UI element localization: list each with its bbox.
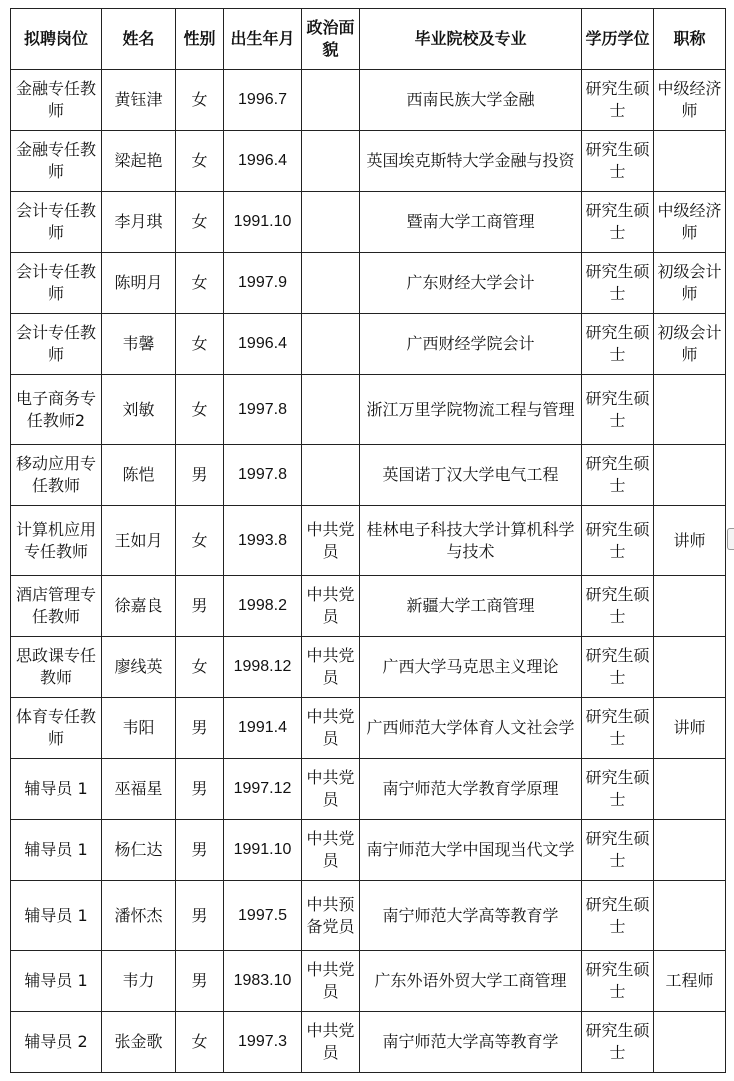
cell-political — [302, 314, 360, 375]
cell-gender: 男 — [176, 576, 224, 637]
header-degree: 学历学位 — [582, 9, 654, 70]
cell-political: 中共党员 — [302, 820, 360, 881]
header-name: 姓名 — [102, 9, 176, 70]
cell-school: 西南民族大学金融 — [360, 70, 582, 131]
cell-school: 桂林电子科技大学计算机科学与技术 — [360, 506, 582, 576]
header-position: 拟聘岗位 — [11, 9, 102, 70]
cell-title — [654, 576, 726, 637]
cell-school: 英国诺丁汉大学电气工程 — [360, 445, 582, 506]
header-school: 毕业院校及专业 — [360, 9, 582, 70]
cell-gender: 女 — [176, 253, 224, 314]
cell-school: 广西师范大学体育人文社会学 — [360, 698, 582, 759]
cell-political: 中共党员 — [302, 506, 360, 576]
cell-political: 中共党员 — [302, 759, 360, 820]
cell-name: 徐嘉良 — [102, 576, 176, 637]
cell-position: 辅导员 1 — [11, 951, 102, 1012]
cell-school: 广西财经学院会计 — [360, 314, 582, 375]
cell-gender: 女 — [176, 70, 224, 131]
cell-political: 中共党员 — [302, 576, 360, 637]
cell-birth: 1996.4 — [224, 131, 302, 192]
table-row — [11, 698, 726, 759]
cell-position: 会计专任教师 — [11, 253, 102, 314]
cell-position: 金融专任教师 — [11, 70, 102, 131]
cell-position: 会计专任教师 — [11, 314, 102, 375]
cell-degree: 研究生硕士 — [582, 698, 654, 759]
cell-name: 杨仁达 — [102, 820, 176, 881]
cell-degree: 研究生硕士 — [582, 375, 654, 445]
cell-degree: 研究生硕士 — [582, 576, 654, 637]
cell-birth: 1997.5 — [224, 881, 302, 951]
cell-degree: 研究生硕士 — [582, 820, 654, 881]
cell-school: 新疆大学工商管理 — [360, 576, 582, 637]
cell-school: 广东外语外贸大学工商管理 — [360, 951, 582, 1012]
cell-gender: 男 — [176, 698, 224, 759]
cell-title — [654, 445, 726, 506]
cell-political — [302, 70, 360, 131]
cell-title — [654, 375, 726, 445]
cell-birth: 1997.8 — [224, 445, 302, 506]
cell-birth: 1991.4 — [224, 698, 302, 759]
cell-title: 中级经济师 — [654, 192, 726, 253]
cell-gender: 男 — [176, 951, 224, 1012]
cell-name: 陈恺 — [102, 445, 176, 506]
cell-degree: 研究生硕士 — [582, 314, 654, 375]
cell-position: 金融专任教师 — [11, 131, 102, 192]
cell-position: 电子商务专任教师2 — [11, 375, 102, 445]
cell-school: 英国埃克斯特大学金融与投资 — [360, 131, 582, 192]
cell-political — [302, 375, 360, 445]
cell-birth: 1991.10 — [224, 820, 302, 881]
cell-school: 南宁师范大学高等教育学 — [360, 1012, 582, 1073]
cell-gender: 女 — [176, 637, 224, 698]
cell-birth: 1997.3 — [224, 1012, 302, 1073]
header-title: 职称 — [654, 9, 726, 70]
table-row — [11, 375, 726, 445]
cell-degree: 研究生硕士 — [582, 253, 654, 314]
table-row — [11, 253, 726, 314]
cell-school: 浙江万里学院物流工程与管理 — [360, 375, 582, 445]
cell-birth: 1991.10 — [224, 192, 302, 253]
cell-birth: 1997.8 — [224, 375, 302, 445]
cell-position: 思政课专任教师 — [11, 637, 102, 698]
header-gender: 性别 — [176, 9, 224, 70]
cell-position: 计算机应用专任教师 — [11, 506, 102, 576]
cell-name: 黄钰津 — [102, 70, 176, 131]
cell-title — [654, 820, 726, 881]
table-row — [11, 506, 726, 576]
cell-birth: 1983.10 — [224, 951, 302, 1012]
cell-degree: 研究生硕士 — [582, 1012, 654, 1073]
cell-birth: 1998.12 — [224, 637, 302, 698]
cell-position: 辅导员 2 — [11, 1012, 102, 1073]
cell-title — [654, 759, 726, 820]
cell-title — [654, 1012, 726, 1073]
cell-title: 初级会计师 — [654, 314, 726, 375]
cell-title: 中级经济师 — [654, 70, 726, 131]
table-row — [11, 131, 726, 192]
cell-gender: 男 — [176, 445, 224, 506]
cell-position: 移动应用专任教师 — [11, 445, 102, 506]
table-row — [11, 1012, 726, 1073]
cell-school: 南宁师范大学高等教育学 — [360, 881, 582, 951]
cell-political: 中共党员 — [302, 698, 360, 759]
table-row — [11, 881, 726, 951]
cell-gender: 女 — [176, 131, 224, 192]
cell-title: 工程师 — [654, 951, 726, 1012]
cell-position: 辅导员 1 — [11, 820, 102, 881]
cell-political — [302, 253, 360, 314]
cell-gender: 女 — [176, 314, 224, 375]
cell-political — [302, 192, 360, 253]
cell-name: 廖线英 — [102, 637, 176, 698]
cell-title: 讲师 — [654, 698, 726, 759]
cell-title: 初级会计师 — [654, 253, 726, 314]
cell-school: 暨南大学工商管理 — [360, 192, 582, 253]
table-row — [11, 445, 726, 506]
cell-degree: 研究生硕士 — [582, 192, 654, 253]
cell-title — [654, 881, 726, 951]
header-birth: 出生年月 — [224, 9, 302, 70]
cell-degree: 研究生硕士 — [582, 637, 654, 698]
cell-name: 潘怀杰 — [102, 881, 176, 951]
table-row — [11, 820, 726, 881]
table-row — [11, 637, 726, 698]
cell-birth: 1993.8 — [224, 506, 302, 576]
cell-name: 张金歌 — [102, 1012, 176, 1073]
table-row — [11, 951, 726, 1012]
cell-name: 陈明月 — [102, 253, 176, 314]
table-row — [11, 192, 726, 253]
cell-position: 会计专任教师 — [11, 192, 102, 253]
cell-position: 辅导员 1 — [11, 881, 102, 951]
cell-name: 韦阳 — [102, 698, 176, 759]
cell-degree: 研究生硕士 — [582, 131, 654, 192]
cell-gender: 女 — [176, 506, 224, 576]
cell-school: 南宁师范大学中国现当代文学 — [360, 820, 582, 881]
cell-degree: 研究生硕士 — [582, 759, 654, 820]
cell-gender: 女 — [176, 1012, 224, 1073]
cell-position: 辅导员 1 — [11, 759, 102, 820]
cell-position: 体育专任教师 — [11, 698, 102, 759]
cell-birth: 1996.4 — [224, 314, 302, 375]
cell-political: 中共预备党员 — [302, 881, 360, 951]
cell-name: 韦力 — [102, 951, 176, 1012]
cell-name: 韦馨 — [102, 314, 176, 375]
table-row — [11, 314, 726, 375]
cell-birth: 1996.7 — [224, 70, 302, 131]
cell-school: 广东财经大学会计 — [360, 253, 582, 314]
cell-gender: 男 — [176, 759, 224, 820]
cell-birth: 1998.2 — [224, 576, 302, 637]
table-row — [11, 70, 726, 131]
cell-political: 中共党员 — [302, 1012, 360, 1073]
cell-name: 王如月 — [102, 506, 176, 576]
cell-gender: 男 — [176, 820, 224, 881]
cell-political: 中共党员 — [302, 637, 360, 698]
table-row — [11, 576, 726, 637]
cell-name: 李月琪 — [102, 192, 176, 253]
cell-position: 酒店管理专任教师 — [11, 576, 102, 637]
cell-name: 巫福星 — [102, 759, 176, 820]
cell-title — [654, 637, 726, 698]
cell-degree: 研究生硕士 — [582, 881, 654, 951]
cell-school: 南宁师范大学教育学原理 — [360, 759, 582, 820]
cell-degree: 研究生硕士 — [582, 951, 654, 1012]
header-political: 政治面貌 — [302, 9, 360, 70]
appointment-table-container — [10, 8, 726, 1073]
cell-gender: 女 — [176, 192, 224, 253]
header-row — [11, 9, 726, 70]
cell-political — [302, 445, 360, 506]
cell-degree: 研究生硕士 — [582, 70, 654, 131]
cell-degree: 研究生硕士 — [582, 506, 654, 576]
cell-school: 广西大学马克思主义理论 — [360, 637, 582, 698]
cell-title — [654, 131, 726, 192]
cell-title: 讲师 — [654, 506, 726, 576]
side-edge-marker — [727, 528, 734, 550]
cell-name: 梁起艳 — [102, 131, 176, 192]
cell-political: 中共党员 — [302, 951, 360, 1012]
cell-birth: 1997.12 — [224, 759, 302, 820]
cell-birth: 1997.9 — [224, 253, 302, 314]
cell-degree: 研究生硕士 — [582, 445, 654, 506]
cell-name: 刘敏 — [102, 375, 176, 445]
cell-political — [302, 131, 360, 192]
cell-gender: 女 — [176, 375, 224, 445]
cell-gender: 男 — [176, 881, 224, 951]
table-row — [11, 759, 726, 820]
appointment-table — [10, 8, 726, 1073]
